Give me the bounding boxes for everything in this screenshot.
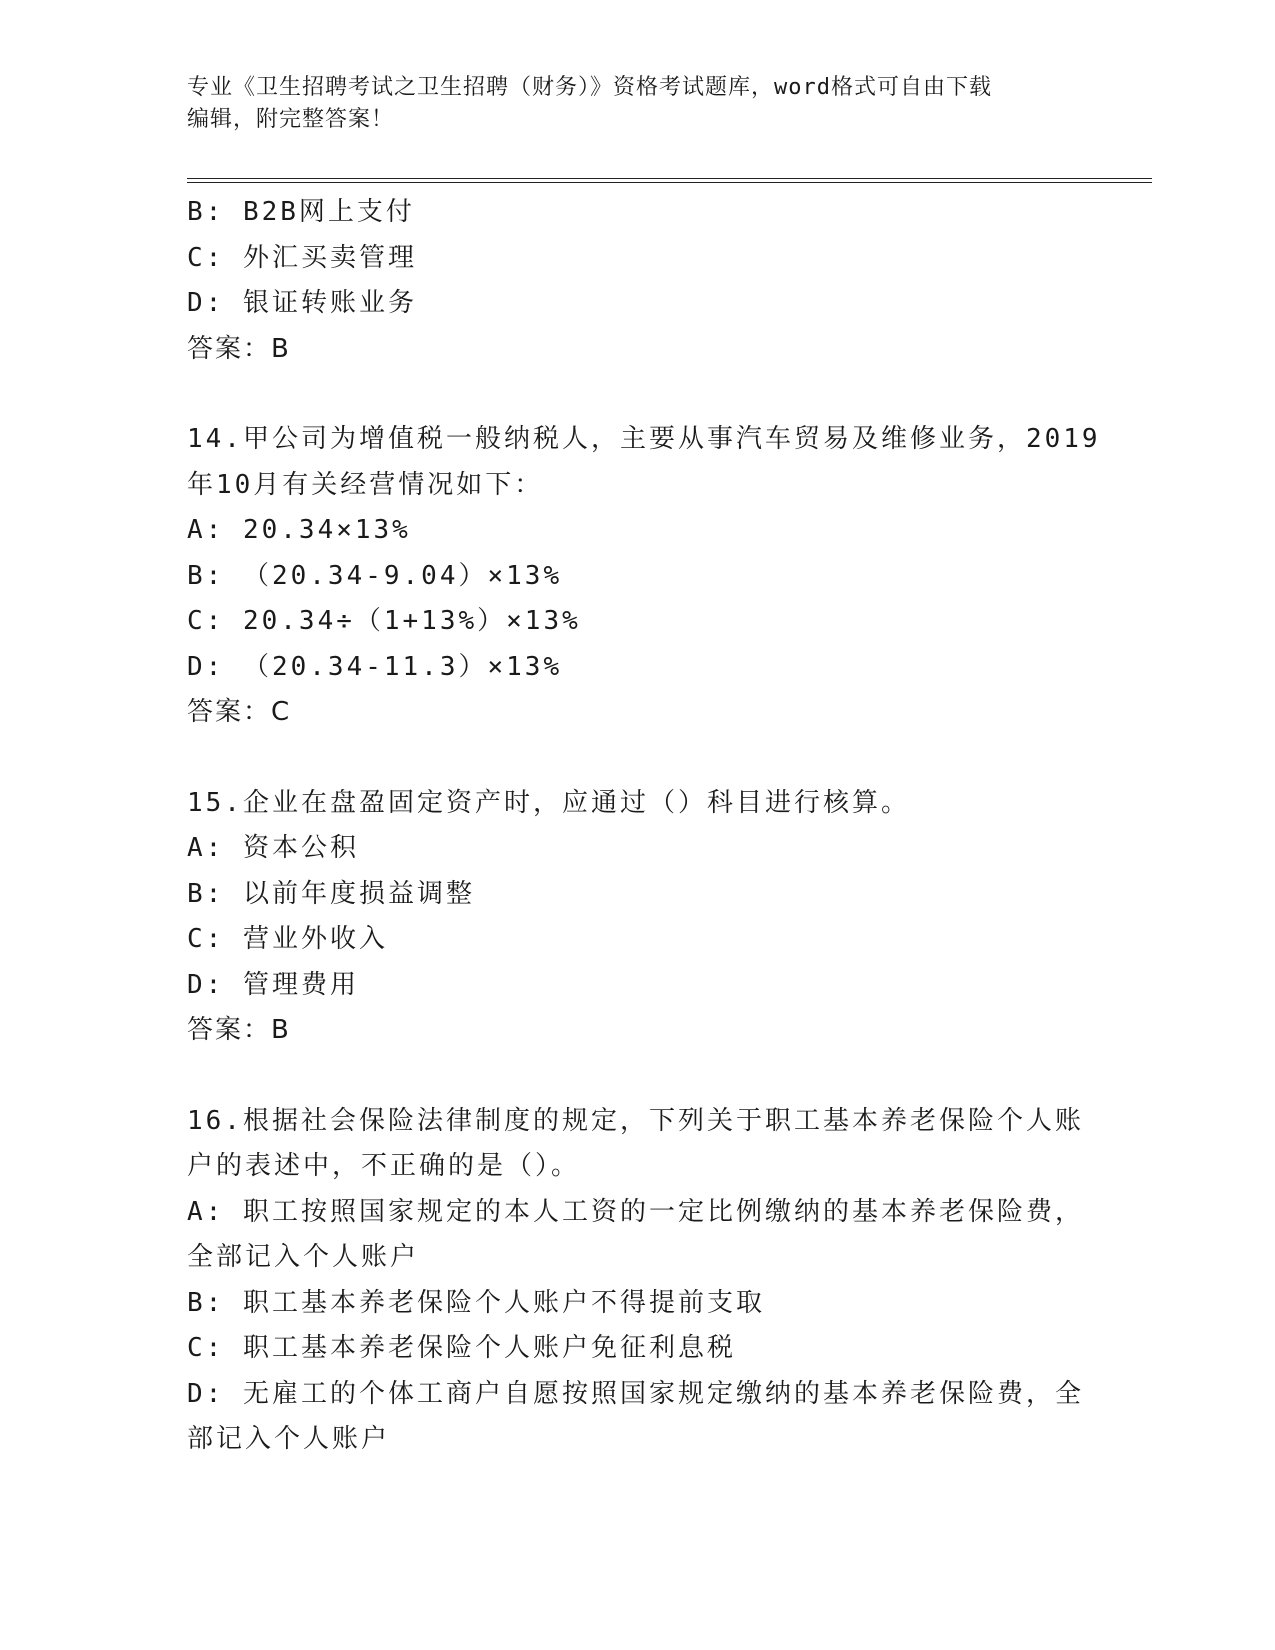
header-line-1: 专业《卫生招聘考试之卫生招聘（财务）》资格考试题库，word格式可自由下载 <box>187 75 992 100</box>
question-stem-line-2: 户的表述中，不正确的是（）。 <box>187 1151 581 1181</box>
question-13-tail <box>187 190 1087 372</box>
option-c: C: 职工基本养老保险个人账户免征利息税 <box>187 1333 736 1363</box>
question-14 <box>187 417 1101 736</box>
option-b: B: 以前年度损益调整 <box>187 878 475 909</box>
answer: 答案：B <box>187 1015 291 1045</box>
option-b: B: （20.34-9.04）×13% <box>187 560 563 591</box>
option-a-line-2: 全部记入个人账户 <box>187 1242 420 1272</box>
option-a: A: 资本公积 <box>187 833 359 863</box>
question-list <box>187 190 1101 1463</box>
question-15 <box>187 781 1087 1054</box>
option-d-line-1: D: 无雇工的个体工商户自愿按照国家规定缴纳的基本养老保险费，全 <box>187 1378 1084 1409</box>
option-a-line-1: A: 职工按照国家规定的本人工资的一定比例缴纳的基本养老保险费， <box>187 1196 1084 1227</box>
spacer <box>187 372 1087 417</box>
option-d: D: （20.34-11.3）×13% <box>187 651 563 682</box>
answer: 答案：C <box>187 697 292 727</box>
option-d: D: 银证转账业务 <box>187 288 417 318</box>
option-c: C: 营业外收入 <box>187 924 388 954</box>
option-a: A: 20.34×13% <box>187 515 411 545</box>
question-16 <box>187 1099 1087 1463</box>
answer: 答案：B <box>187 333 291 364</box>
header-line-2: 编辑，附完整答案！ <box>187 107 395 132</box>
question-stem-line-1: 16.根据社会保险法律制度的规定，下列关于职工基本养老保险个人账 <box>187 1105 1084 1136</box>
spacer <box>187 736 1087 781</box>
header-divider <box>187 178 1152 183</box>
question-stem: 15.企业在盘盈固定资产时，应通过（）科目进行核算。 <box>187 787 910 818</box>
option-d: D: 管理费用 <box>187 969 359 1000</box>
option-c: C: 20.34÷（1+13%）×13% <box>187 606 581 636</box>
question-stem-line-2: 年10月有关经营情况如下： <box>187 469 544 500</box>
option-c: C: 外汇买卖管理 <box>187 242 417 273</box>
document-header <box>187 72 1067 136</box>
option-b: B: 职工基本养老保险个人账户不得提前支取 <box>187 1287 765 1318</box>
option-b: B: B2B网上支付 <box>187 197 415 227</box>
spacer <box>187 1054 1087 1099</box>
question-stem-line-1: 14.甲公司为增值税一般纳税人，主要从事汽车贸易及维修业务，2019 <box>187 424 1101 454</box>
option-d-line-2: 部记入个人账户 <box>187 1424 391 1454</box>
